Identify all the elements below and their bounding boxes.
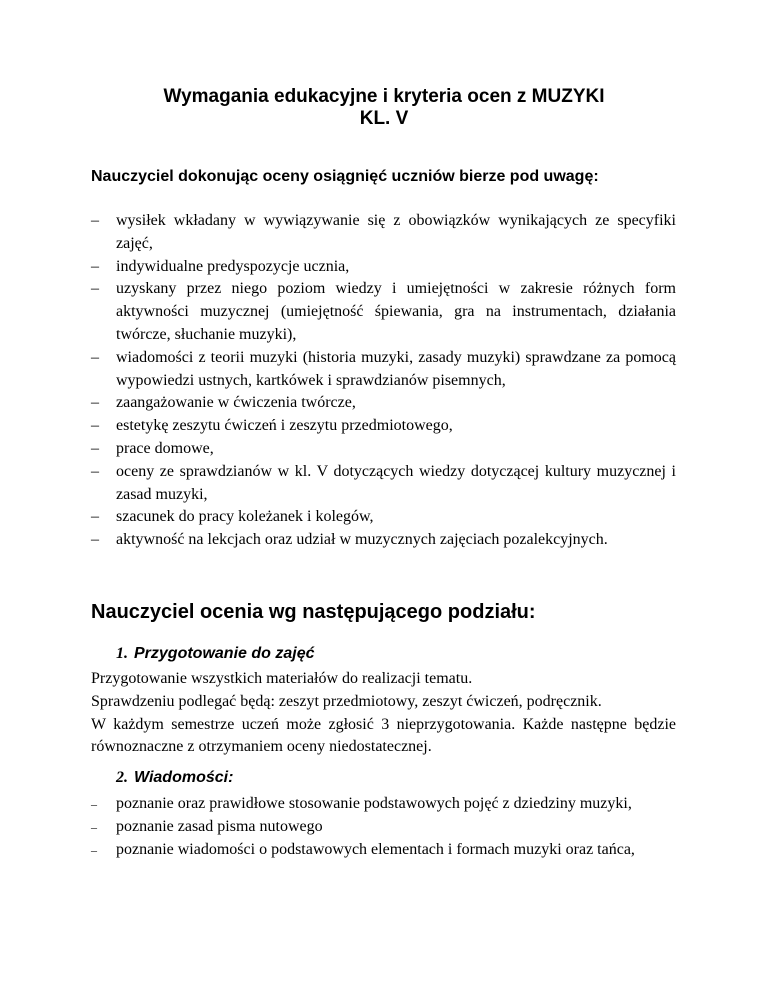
dash-bullet-icon: – [91,842,97,857]
list-item: – uzyskany przez niego poziom wiedzy i umiejętności w zakresie różnych form aktywności muzycznej (umiejętność śpiewania, gra na instrumentach, działania twórcze, słuchanie muzyki), [91,280,676,343]
dash-bullet-icon: – [91,394,99,412]
dash-bullet-icon: – [91,280,99,298]
knowledge-list [91,793,676,861]
intro-heading: Nauczyciel dokonując oceny osiągnięć uczniów bierze pod uwagę: [91,168,599,185]
list-item: – poznanie wiadomości o podstawowych elementach i formach muzyki oraz tańca, [91,839,676,862]
dash-bullet-icon: – [91,348,99,366]
dash-bullet-icon: – [91,212,99,229]
dash-bullet-icon: – [91,797,97,811]
list-item: – poznanie zasad pisma nutowego [91,816,676,839]
list-item: – prace domowe, [91,438,676,461]
section-heading: Nauczyciel ocenia wg następującego podziału: [91,601,536,623]
subsection-title: Przygotowanie do zajęć [134,645,315,662]
list-item: – aktywność na lekcjach oraz udział w muzycznych zajęciach pozalekcyjnych. [91,529,676,552]
list-item: – estetykę zeszytu ćwiczeń i zeszytu przedmiotowego, [91,415,676,438]
list-item: – oceny ze sprawdzianów w kl. V dotyczących wiedzy dotyczącej kultury muzycznej i zasad muzyki, [91,462,676,503]
dash-bullet-icon: – [91,257,99,275]
dash-bullet-icon: – [91,439,99,457]
subsection-number: 2. [116,769,128,786]
list-item: – szacunek do pracy koleżanek i kolegów, [91,506,676,529]
dash-bullet-icon: – [91,462,99,480]
document-class-label: KL. V [359,108,409,129]
subsection-title: Wiadomości: [134,769,234,786]
subsection-number: 1. [116,645,128,662]
list-item: – zaangażowanie w ćwiczenia twórcze, [91,392,676,415]
list-item: – wysiłek wkładany w wywiązywanie się z obowiązków wynikających ze specyfiki zajęć, [91,212,676,252]
dash-bullet-icon: – [91,508,99,526]
list-item: – wiadomości z teorii muzyki (historia muzyki, zasady muzyki) sprawdzane za pomocą wypowiedzi ustnych, kartkówek i sprawdzianów pisemnych, [91,348,676,389]
dash-bullet-icon: – [91,819,97,834]
paragraph-line: Przygotowanie wszystkich materiałów do realizacji tematu. [91,670,473,687]
criteria-list [91,210,676,552]
subsection-heading-preparation [116,644,314,664]
paragraph-line: W każdym semestrze uczeń może zgłosić 3 nieprzygotowania. Każde następne będzie równoznaczne z otrzymaniem oceny niedostatecznej. [91,715,676,756]
paragraph-line: Sprawdzeniu podlegać będą: zeszyt przedmiotowy, zeszyt ćwiczeń, podręcznik. [91,692,602,710]
dash-bullet-icon: – [91,417,99,435]
subsection-heading-knowledge [116,768,233,788]
dash-bullet-icon: – [91,531,99,549]
list-item: – indywidualne predyspozycje ucznia, [91,256,676,279]
preparation-paragraph [91,668,676,759]
document-title: Wymagania edukacyjne i kryteria ocen z MUZYKI [163,86,605,107]
list-item: – poznanie oraz prawidłowe stosowanie podstawowych pojęć z dziedziny muzyki, [91,793,676,816]
